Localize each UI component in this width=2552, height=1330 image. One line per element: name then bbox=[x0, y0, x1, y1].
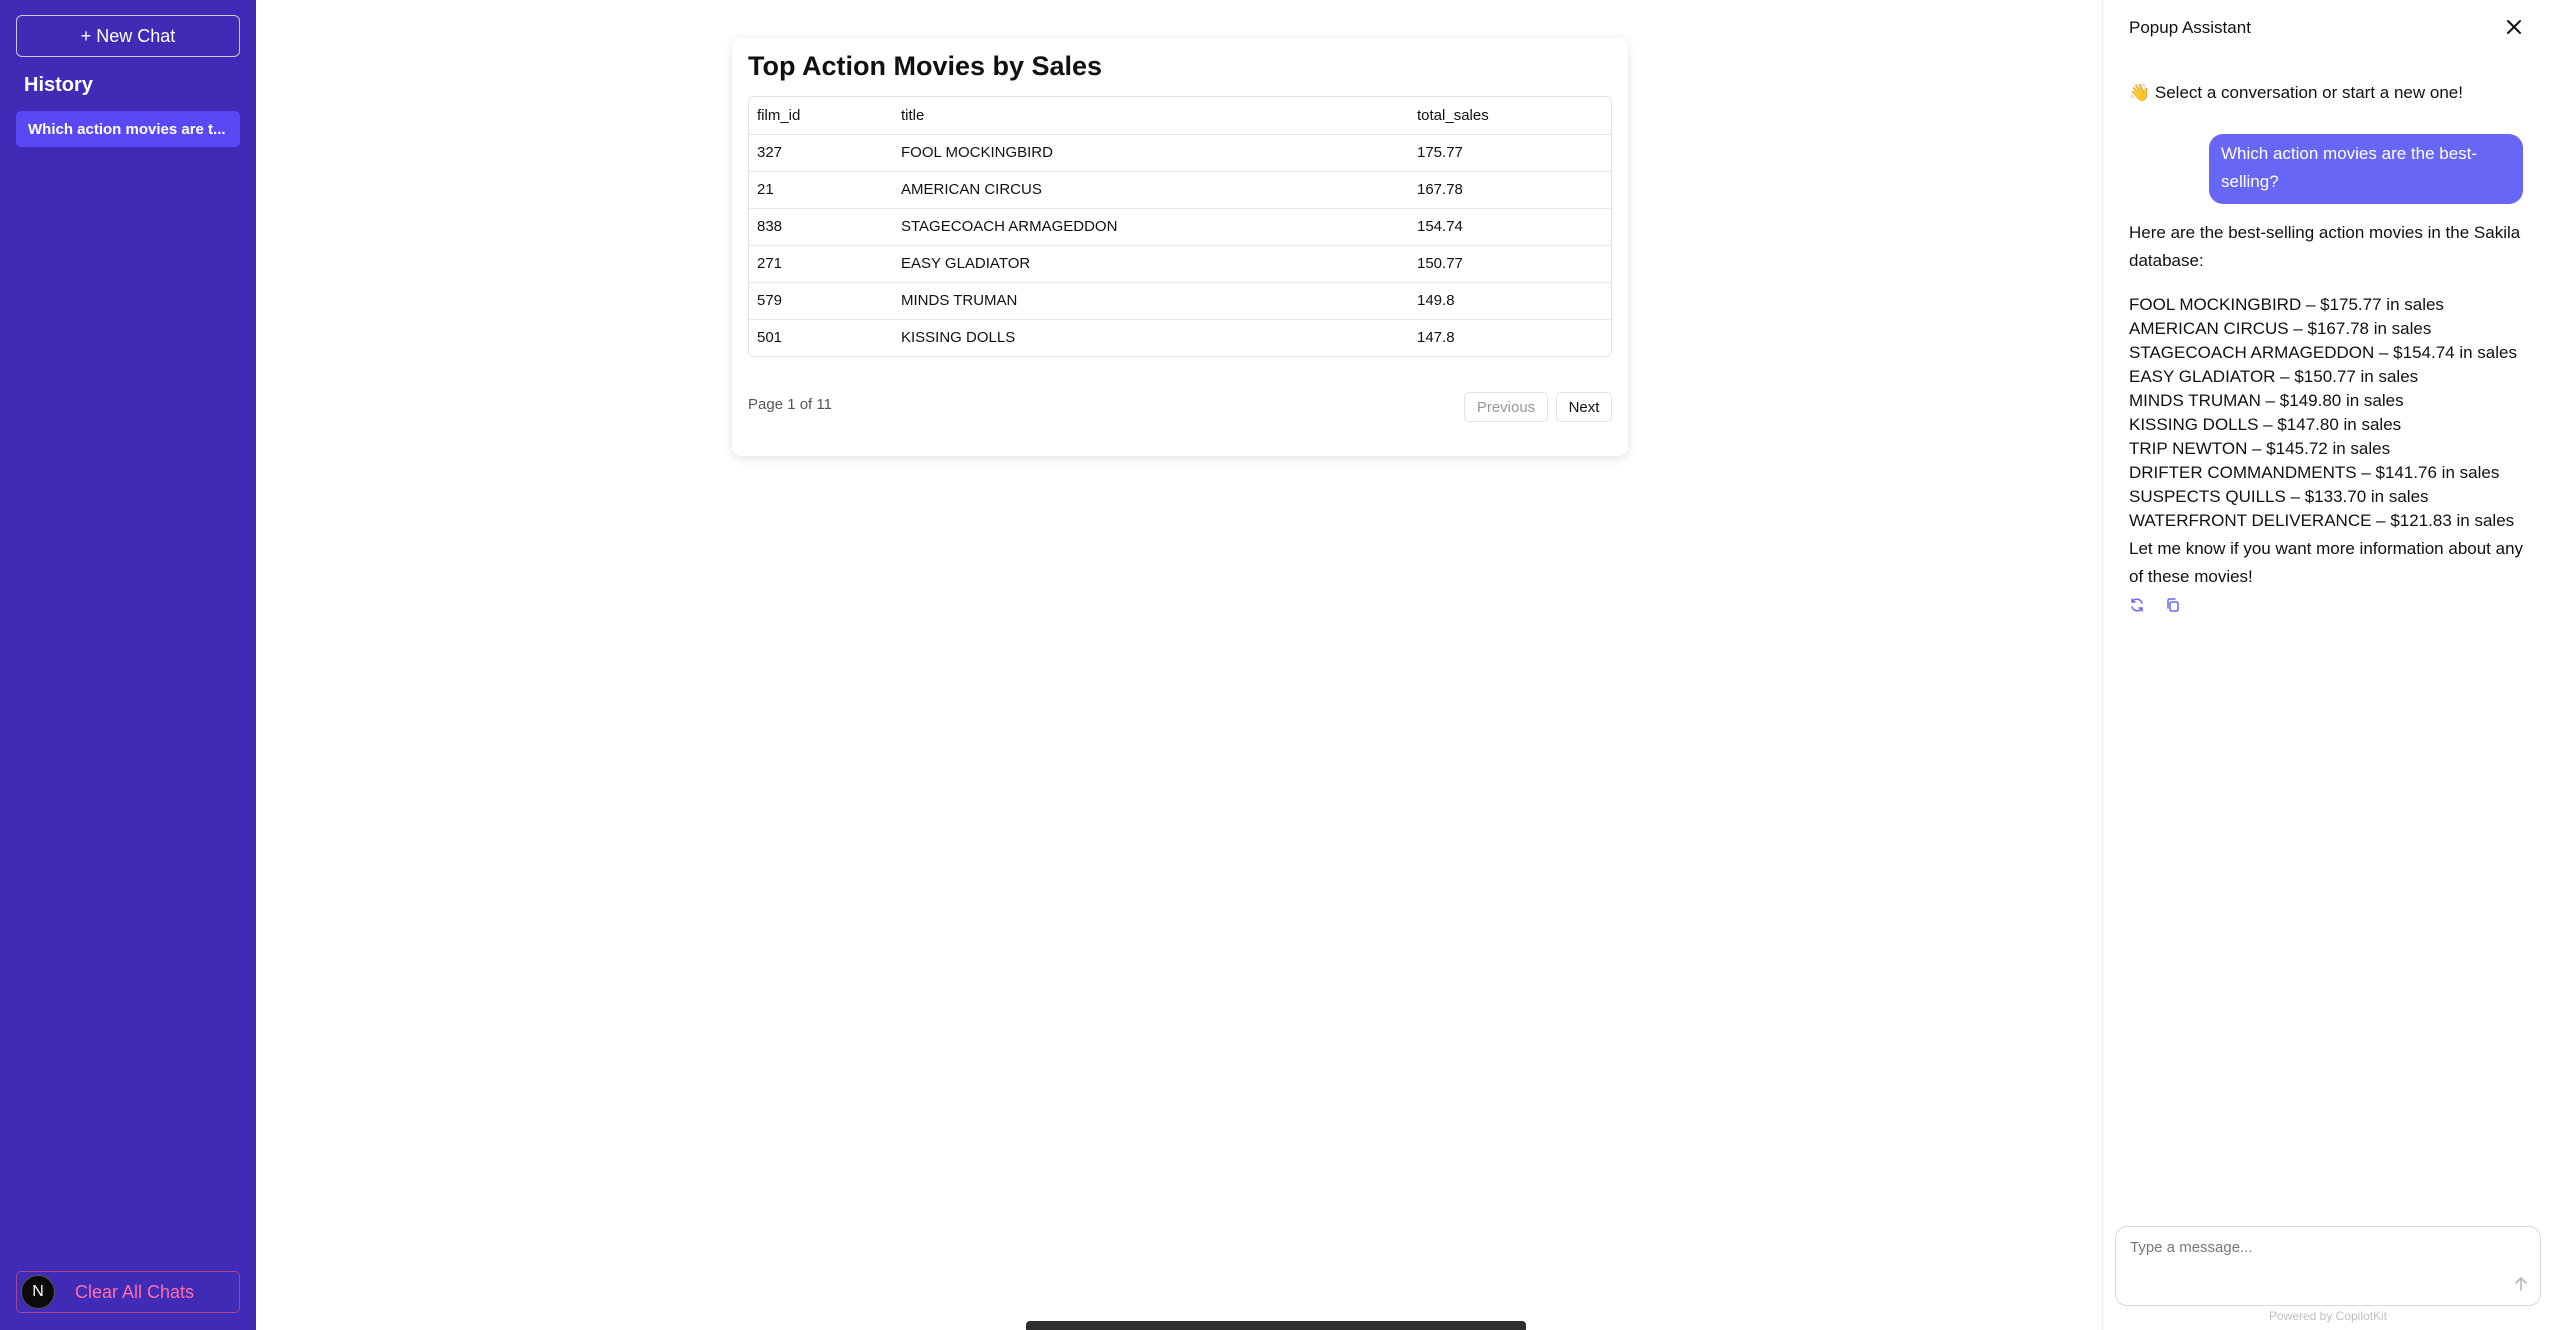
cell-title: FOOL MOCKINGBIRD bbox=[893, 134, 1409, 171]
list-item: SUSPECTS QUILLS – $133.70 in sales bbox=[2129, 487, 2429, 506]
history-heading: History bbox=[24, 74, 93, 96]
pagination-info: Page 1 of 11 bbox=[748, 396, 832, 413]
history-item[interactable]: Which action movies are t... bbox=[16, 111, 240, 147]
message-input[interactable] bbox=[2130, 1239, 2490, 1256]
cell-film-id: 21 bbox=[749, 171, 893, 208]
list-item: DRIFTER COMMANDMENTS – $141.76 in sales bbox=[2129, 463, 2500, 482]
copy-icon[interactable] bbox=[2165, 597, 2181, 613]
table-row bbox=[749, 208, 1611, 245]
table-row bbox=[749, 319, 1611, 356]
table-row bbox=[749, 134, 1611, 171]
previous-page-button[interactable]: Previous bbox=[1464, 392, 1548, 422]
page-title: Top Action Movies by Sales bbox=[748, 51, 1103, 81]
next-page-button[interactable]: Next bbox=[1556, 392, 1612, 422]
column-header-title: title bbox=[893, 97, 1409, 134]
new-chat-button[interactable]: + New Chat bbox=[16, 15, 240, 57]
cell-total-sales: 147.8 bbox=[1417, 329, 1455, 347]
list-item: EASY GLADIATOR – $150.77 in sales bbox=[2129, 367, 2419, 386]
cell-total-sales: 150.77 bbox=[1409, 245, 1611, 282]
list-item: STAGECOACH ARMAGEDDON – $154.74 in sales bbox=[2129, 343, 2517, 362]
results-table bbox=[748, 96, 1612, 357]
clear-all-chats-button[interactable] bbox=[16, 1271, 240, 1313]
table-row bbox=[749, 245, 1611, 282]
cell-title: MINDS TRUMAN bbox=[893, 282, 1409, 319]
table-header-row bbox=[749, 97, 1611, 134]
close-icon[interactable] bbox=[2503, 16, 2525, 38]
table-row bbox=[749, 171, 1611, 208]
cell-film-id: 271 bbox=[749, 245, 893, 282]
message-input-box[interactable] bbox=[2115, 1226, 2541, 1306]
column-header-total-sales: total_sales bbox=[1409, 97, 1611, 134]
cell-film-id: 327 bbox=[749, 134, 893, 171]
list-item: WATERFRONT DELIVERANCE – $121.83 in sales bbox=[2129, 511, 2515, 530]
cell-film-id: 579 bbox=[749, 282, 893, 319]
powered-by-label: Powered by CopilotKit bbox=[2268, 1309, 2388, 1323]
message-actions bbox=[2129, 597, 2181, 613]
list-item: KISSING DOLLS – $147.80 in sales bbox=[2129, 415, 2402, 434]
send-arrow-icon[interactable] bbox=[2512, 1275, 2530, 1293]
list-item: AMERICAN CIRCUS – $167.78 in sales bbox=[2129, 319, 2432, 338]
cell-total-sales: 167.78 bbox=[1409, 171, 1611, 208]
user-message: Which action movies are the best-selling? bbox=[2209, 134, 2523, 204]
list-item: FOOL MOCKINGBIRD – $175.77 in sales bbox=[2129, 295, 2444, 314]
cell-total-sales: 175.77 bbox=[1409, 134, 1611, 171]
table-row bbox=[749, 282, 1611, 319]
cell-film-id: 501 bbox=[757, 329, 783, 347]
assistant-panel bbox=[2102, 0, 2552, 1330]
assistant-message bbox=[2129, 219, 2529, 591]
greeting-message: 👋 Select a conversation or start a new one! bbox=[2129, 83, 2463, 102]
reply-intro: Here are the best-selling action movies in the Sakila database: bbox=[2129, 223, 2521, 270]
reply-list bbox=[2129, 293, 2529, 533]
avatar[interactable]: N bbox=[21, 1275, 55, 1309]
results-card bbox=[732, 38, 1628, 456]
cell-title: EASY GLADIATOR bbox=[893, 245, 1409, 282]
cell-total-sales: 154.74 bbox=[1409, 208, 1611, 245]
bottom-toolbar[interactable] bbox=[1026, 1321, 1526, 1330]
reply-outro: Let me know if you want more information about any of these movies! bbox=[2129, 539, 2524, 586]
cell-title: AMERICAN CIRCUS bbox=[893, 171, 1409, 208]
refresh-icon[interactable] bbox=[2129, 597, 2145, 613]
list-item: MINDS TRUMAN – $149.80 in sales bbox=[2129, 391, 2404, 410]
column-header-film-id: film_id bbox=[749, 97, 893, 134]
assistant-title: Popup Assistant bbox=[2129, 18, 2251, 37]
cell-total-sales: 149.8 bbox=[1409, 282, 1611, 319]
sidebar bbox=[0, 0, 256, 1330]
cell-title: STAGECOACH ARMAGEDDON bbox=[893, 208, 1409, 245]
cell-film-id: 838 bbox=[749, 208, 893, 245]
cell-title: KISSING DOLLS bbox=[901, 329, 1016, 347]
list-item: TRIP NEWTON – $145.72 in sales bbox=[2129, 439, 2391, 458]
clear-all-chats-label: Clear All Chats bbox=[75, 1281, 195, 1302]
